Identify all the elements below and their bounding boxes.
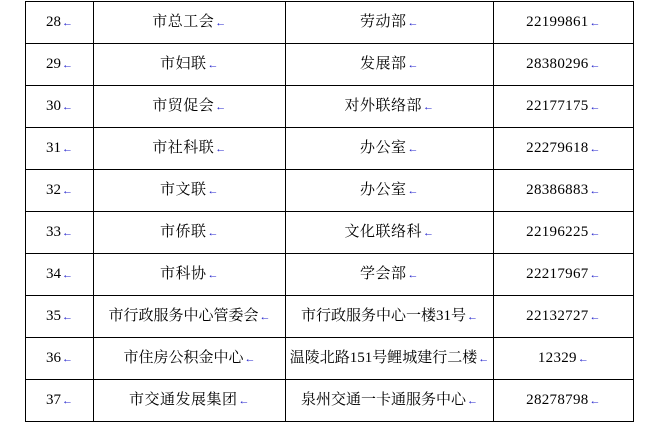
cell-phone-text: 22199861 bbox=[526, 14, 589, 30]
edit-mark-icon: ← bbox=[589, 269, 601, 281]
edit-mark-icon: ← bbox=[577, 353, 590, 365]
cell-number bbox=[26, 338, 94, 380]
edit-mark-icon: ← bbox=[62, 101, 73, 113]
cell-department-text: 市行政服务中心一楼31号 bbox=[300, 308, 466, 324]
table-row bbox=[26, 254, 634, 296]
edit-mark-icon: ← bbox=[407, 269, 419, 281]
edit-mark-icon: ← bbox=[407, 59, 419, 71]
edit-mark-icon: ← bbox=[215, 17, 227, 29]
cell-department-text: 劳动部 bbox=[359, 14, 407, 30]
cell-organization bbox=[94, 254, 286, 296]
cell-phone-text: 22132727 bbox=[526, 308, 589, 324]
cell-phone-text: 28380296 bbox=[526, 56, 589, 72]
edit-mark-icon: ← bbox=[238, 395, 250, 407]
cell-number bbox=[26, 212, 94, 254]
table-row bbox=[26, 44, 634, 86]
cell-department bbox=[286, 380, 494, 422]
table-row bbox=[26, 380, 634, 422]
cell-department-text: 办公室 bbox=[359, 140, 407, 156]
edit-mark-icon: ← bbox=[589, 101, 601, 113]
cell-organization bbox=[94, 296, 286, 338]
cell-number bbox=[26, 2, 94, 44]
cell-organization-text: 市住房公积金中心 bbox=[123, 350, 244, 366]
edit-mark-icon: ← bbox=[589, 185, 601, 197]
cell-department bbox=[286, 86, 494, 128]
cell-number-text: 31 bbox=[46, 140, 61, 156]
cell-phone bbox=[494, 254, 634, 296]
cell-organization bbox=[94, 86, 286, 128]
cell-phone bbox=[494, 170, 634, 212]
cell-organization-text: 市交通发展集团 bbox=[128, 392, 238, 408]
edit-mark-icon: ← bbox=[62, 353, 73, 365]
cell-department bbox=[286, 296, 494, 338]
cell-organization-text: 市贸促会 bbox=[152, 98, 215, 114]
cell-phone bbox=[494, 128, 634, 170]
cell-organization-text: 市社科联 bbox=[152, 140, 215, 156]
edit-mark-icon: ← bbox=[62, 227, 73, 239]
cell-phone bbox=[494, 212, 634, 254]
edit-mark-icon: ← bbox=[207, 59, 219, 71]
edit-mark-icon: ← bbox=[62, 269, 73, 281]
table-body bbox=[26, 2, 634, 422]
edit-mark-icon: ← bbox=[62, 59, 73, 71]
cell-number bbox=[26, 296, 94, 338]
cell-department bbox=[286, 212, 494, 254]
cell-department-text: 发展部 bbox=[359, 56, 407, 72]
contact-table bbox=[25, 1, 634, 422]
table-row bbox=[26, 338, 634, 380]
edit-mark-icon: ← bbox=[62, 143, 73, 155]
cell-organization bbox=[94, 128, 286, 170]
cell-number-text: 37 bbox=[46, 392, 61, 408]
cell-phone-text: 28278798 bbox=[526, 392, 589, 408]
cell-organization bbox=[94, 44, 286, 86]
table-row bbox=[26, 296, 634, 338]
table-row bbox=[26, 2, 634, 44]
cell-phone bbox=[494, 380, 634, 422]
edit-mark-icon: ← bbox=[407, 17, 419, 29]
cell-number-text: 28 bbox=[46, 14, 61, 30]
cell-department-text: 学会部 bbox=[359, 266, 407, 282]
cell-number bbox=[26, 128, 94, 170]
edit-mark-icon: ← bbox=[423, 227, 435, 239]
cell-number bbox=[26, 254, 94, 296]
cell-phone-text: 22217967 bbox=[526, 266, 589, 282]
edit-mark-icon: ← bbox=[478, 353, 490, 365]
cell-department-text: 文化联络科 bbox=[344, 224, 422, 240]
edit-mark-icon: ← bbox=[407, 185, 419, 197]
cell-department-text: 对外联络部 bbox=[344, 98, 422, 114]
cell-department bbox=[286, 338, 494, 380]
cell-number-text: 36 bbox=[46, 350, 61, 366]
edit-mark-icon: ← bbox=[207, 185, 219, 197]
cell-number-text: 33 bbox=[46, 224, 61, 240]
cell-organization bbox=[94, 170, 286, 212]
edit-mark-icon: ← bbox=[62, 311, 73, 323]
cell-phone bbox=[494, 44, 634, 86]
edit-mark-icon: ← bbox=[589, 59, 601, 71]
cell-organization-text: 市科协 bbox=[159, 266, 207, 282]
cell-organization-text: 市妇联 bbox=[159, 56, 207, 72]
edit-mark-icon: ← bbox=[589, 395, 601, 407]
edit-mark-icon: ← bbox=[423, 101, 435, 113]
cell-phone-text: 22196225 bbox=[526, 224, 589, 240]
cell-department bbox=[286, 44, 494, 86]
cell-department bbox=[286, 254, 494, 296]
cell-phone bbox=[494, 338, 634, 380]
edit-mark-icon: ← bbox=[62, 17, 73, 29]
cell-department bbox=[286, 128, 494, 170]
cell-number-text: 32 bbox=[46, 182, 61, 198]
table-row bbox=[26, 128, 634, 170]
cell-department bbox=[286, 170, 494, 212]
cell-department-text: 泉州交通一卡通服务中心 bbox=[300, 392, 466, 408]
edit-mark-icon: ← bbox=[589, 227, 601, 239]
cell-phone bbox=[494, 2, 634, 44]
cell-organization-text: 市文联 bbox=[159, 182, 207, 198]
cell-number bbox=[26, 380, 94, 422]
edit-mark-icon: ← bbox=[259, 311, 271, 323]
cell-phone-text: 12329 bbox=[537, 350, 577, 366]
cell-number bbox=[26, 44, 94, 86]
cell-phone-text: 22279618 bbox=[526, 140, 589, 156]
edit-mark-icon: ← bbox=[589, 143, 601, 155]
edit-mark-icon: ← bbox=[589, 17, 601, 29]
cell-number-text: 29 bbox=[46, 56, 61, 72]
cell-number-text: 35 bbox=[46, 308, 61, 324]
table-row bbox=[26, 86, 634, 128]
cell-department bbox=[286, 2, 494, 44]
edit-mark-icon: ← bbox=[215, 101, 227, 113]
edit-mark-icon: ← bbox=[207, 269, 219, 281]
cell-department-text: 办公室 bbox=[359, 182, 407, 198]
cell-number bbox=[26, 86, 94, 128]
cell-phone-text: 28386883 bbox=[526, 182, 589, 198]
edit-mark-icon: ← bbox=[207, 227, 219, 239]
cell-number bbox=[26, 170, 94, 212]
edit-mark-icon: ← bbox=[407, 143, 419, 155]
cell-number-text: 30 bbox=[46, 98, 61, 114]
table-row bbox=[26, 212, 634, 254]
table-row bbox=[26, 170, 634, 212]
edit-mark-icon: ← bbox=[215, 143, 227, 155]
cell-number-text: 34 bbox=[46, 266, 61, 282]
edit-mark-icon: ← bbox=[467, 311, 478, 323]
cell-organization-text: 市总工会 bbox=[152, 14, 215, 30]
cell-organization bbox=[94, 2, 286, 44]
cell-phone bbox=[494, 86, 634, 128]
cell-department-text: 温陵北路151号鲤城建行二楼 bbox=[289, 350, 478, 366]
edit-mark-icon: ← bbox=[467, 395, 478, 407]
cell-phone-text: 22177175 bbox=[526, 98, 589, 114]
cell-organization bbox=[94, 338, 286, 380]
cell-organization bbox=[94, 380, 286, 422]
edit-mark-icon: ← bbox=[589, 311, 601, 323]
cell-organization bbox=[94, 212, 286, 254]
cell-organization-text: 市行政服务中心管委会 bbox=[108, 308, 259, 324]
cell-organization-text: 市侨联 bbox=[159, 224, 207, 240]
edit-mark-icon: ← bbox=[62, 185, 73, 197]
cell-phone bbox=[494, 296, 634, 338]
edit-mark-icon: ← bbox=[62, 395, 73, 407]
edit-mark-icon: ← bbox=[244, 353, 256, 365]
